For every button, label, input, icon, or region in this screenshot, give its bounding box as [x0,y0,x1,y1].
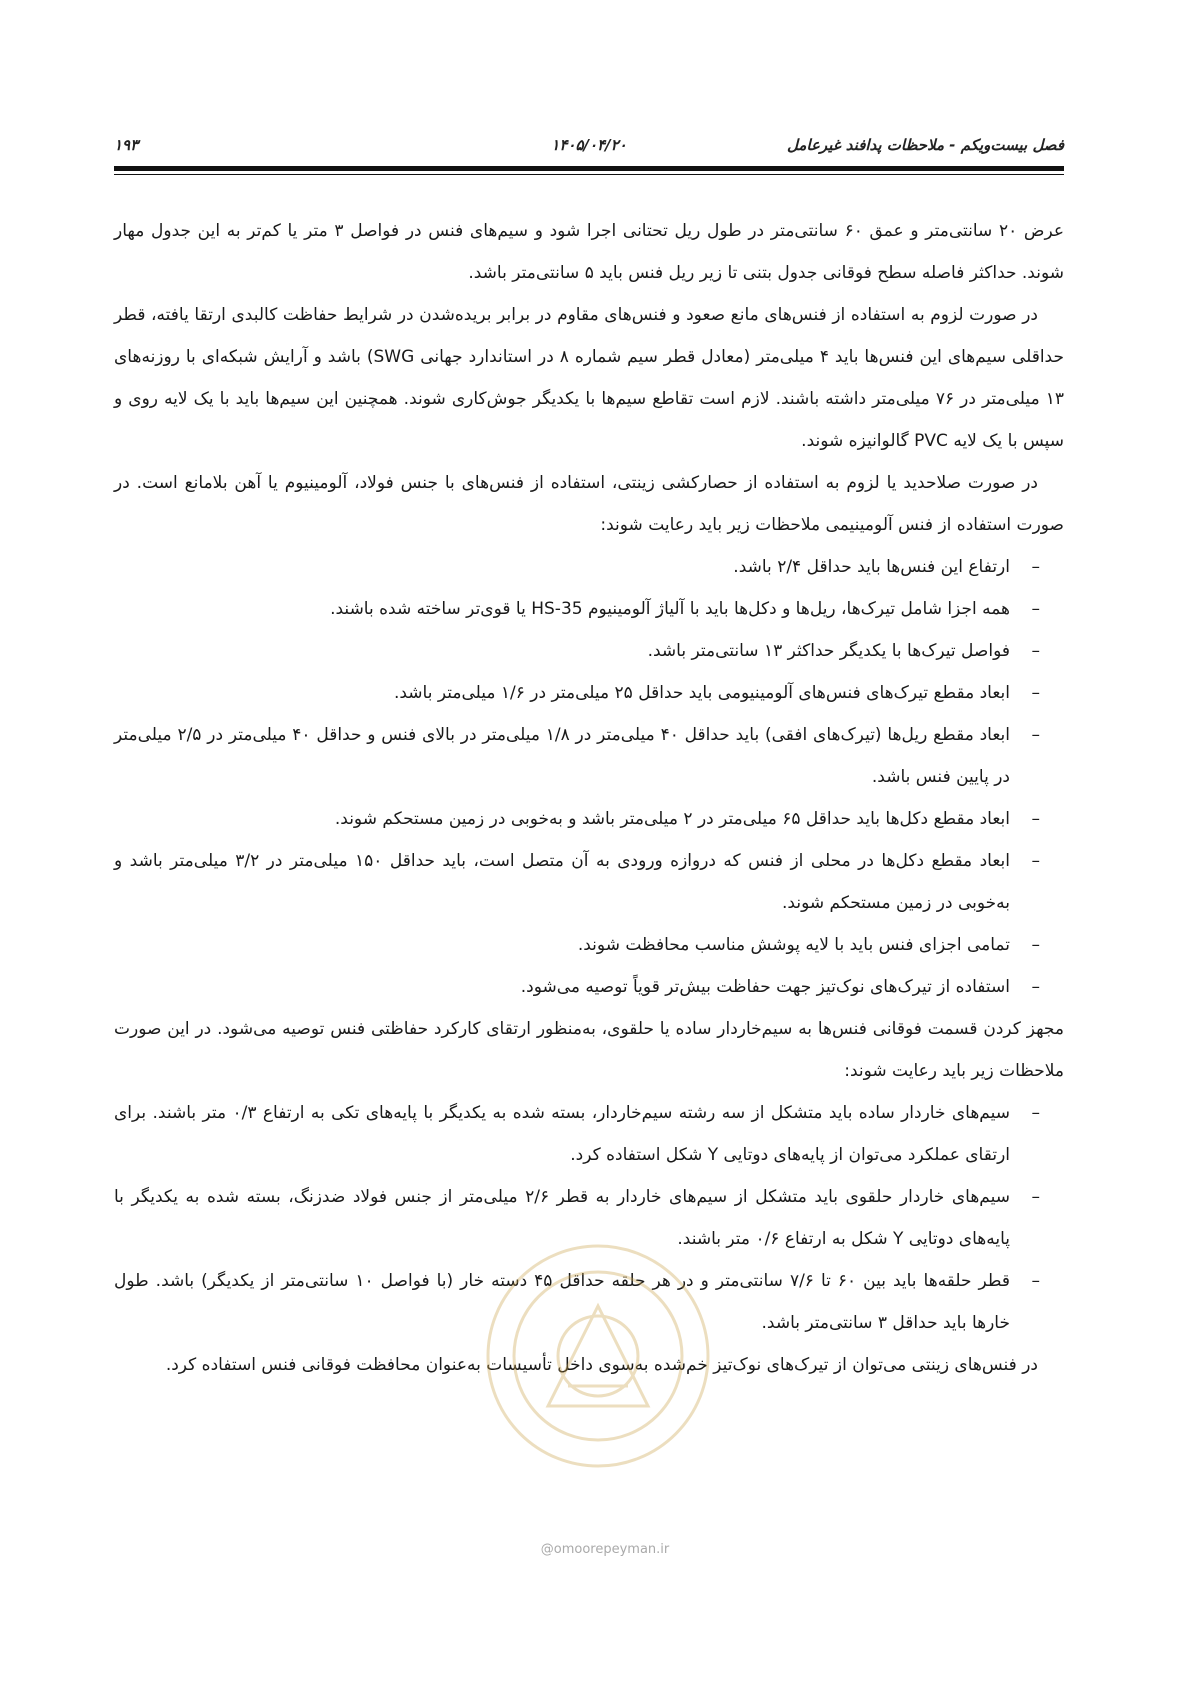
paragraph-decorative-spikes: در فنس‌های زینتی می‌توان از تیرک‌های نوک‌تیز خم‌شده به‌سوی داخل تأسیسات به‌عنوان محافظت فوقانی فنس استفاده کرد. [165,1355,1038,1375]
list-item [114,546,1064,588]
list-item [114,924,1064,966]
list-item-text: تمامی اجزای فنس باید با لایه پوشش مناسب محافظت شوند. [577,935,1010,955]
aluminum-fence-requirements-list [114,546,1064,1008]
watermark-url: @omoorepeyman.ir [540,1542,670,1557]
barbed-wire-requirements-list [114,1092,1064,1344]
list-item-text: ابعاد مقطع تیرک‌های فنس‌های آلومینیومی باید حداقل ۲۵ میلی‌متر در ۱/۶ میلی‌متر باشد. [393,683,1010,703]
paragraph-barbed-wire: مجهز کردن قسمت فوقانی فنس‌ها به سیم‌خاردار ساده یا حلقوی، به‌منظور ارتقای کارکرد حفاظتی فنس توصیه می‌شود. در این صورت ملاحظات زیر باید رعایت شوند: [114,1019,1064,1081]
dash-marker: – [1031,809,1040,829]
page-body [114,210,1064,1386]
paragraph-concrete-curb: عرض ۲۰ سانتی‌متر و عمق ۶۰ سانتی‌متر در طول ریل تحتانی اجرا شود و سیم‌های فنس در فواصل ۳ متر یا کم‌تر به این جدول مهار شوند. حداکثر فاصله سطح فوقانی جدول بتنی تا زیر ریل فنس باید ۵ سانتی‌متر باشد. [114,221,1065,283]
dash-marker: – [1031,599,1040,619]
list-item-text: ارتفاع این فنس‌ها باید حداقل ۲/۴ باشد. [733,557,1010,577]
list-item [114,1176,1064,1260]
list-item-text: سیم‌های خاردار حلقوی باید متشکل از سیم‌های خاردار به قطر ۲/۶ میلی‌متر از جنس فولاد ضدزنگ، بسته شده به یکدیگر با پایه‌های دوتایی Y شکل به ارتفاع ۰/۶ متر باشند. [114,1187,1010,1249]
list-item-text: ابعاد مقطع ریل‌ها (تیرک‌های افقی) باید حداقل ۴۰ میلی‌متر در ۱/۸ میلی‌متر در بالای فنس و حداقل ۴۰ میلی‌متر در ۲/۵ میلی‌متر در پایین فنس باشد. [114,725,1011,787]
list-item-text: سیم‌های خاردار ساده باید متشکل از سه رشته سیم‌خاردار، بسته شده به یکدیگر با پایه‌های تکی به ارتفاع ۰/۳ متر باشند. برای ارتقای عملکرد می‌توان از پایه‌های دوتایی Y شکل استفاده کرد. [114,1103,1010,1165]
header-rule-thin [114,174,1064,175]
list-item [114,1260,1064,1344]
list-item [114,1092,1064,1176]
dash-marker: – [1031,725,1040,745]
header-rule-thick [114,166,1064,171]
dash-marker: – [1031,1271,1040,1291]
dash-marker: – [1031,683,1040,703]
page-number: ۱۹۳ [114,136,139,154]
list-item-text: ابعاد مقطع دکل‌ها در محلی از فنس که دروازه ورودی به آن متصل است، باید حداقل ۱۵۰ میلی‌متر در ۳/۲ میلی‌متر باشد و به‌خوبی در زمین مستحکم شوند. [114,851,1011,913]
list-item [114,840,1064,924]
list-item [114,966,1064,1008]
list-item-text: قطر حلقه‌ها باید بین ۶۰ تا ۷/۶ سانتی‌متر و در هر حلقه حداقل ۴۵ دسته خار (با فواصل ۱۰ سانتی‌متر از یکدیگر) باشد. طول خارها باید حداقل ۳ سانتی‌متر باشد. [114,1271,1011,1333]
list-item [114,588,1064,630]
dash-marker: – [1031,851,1040,871]
list-item-text: فواصل تیرک‌ها با یکدیگر حداکثر ۱۳ سانتی‌متر باشد. [647,641,1010,661]
dash-marker: – [1031,935,1040,955]
dash-marker: – [1031,1187,1040,1207]
list-item [114,798,1064,840]
dash-marker: – [1031,1103,1040,1123]
dash-marker: – [1031,977,1040,997]
list-item-text: ابعاد مقطع دکل‌ها باید حداقل ۶۵ میلی‌متر در ۲ میلی‌متر باشد و به‌خوبی در زمین مستحکم شوند. [334,809,1010,829]
list-item [114,672,1064,714]
list-item-text: استفاده از تیرک‌های نوک‌تیز جهت حفاظت بیش‌تر قویاً توصیه می‌شود. [520,977,1010,997]
list-item [114,714,1064,798]
dash-marker: – [1031,641,1040,661]
list-item-text: همه اجزا شامل تیرک‌ها، ریل‌ها و دکل‌ها باید با آلیاژ آلومینیوم HS-35 یا قوی‌تر ساخته شده باشند. [330,599,1010,619]
chapter-title: فصل بیست‌ویکم - ملاحظات پدافند غیرعامل [787,136,1064,154]
dash-marker: – [1031,557,1040,577]
list-item [114,630,1064,672]
page-header [114,132,1064,166]
paragraph-anti-climb-fence: در صورت لزوم به استفاده از فنس‌های مانع صعود و فنس‌های مقاوم در برابر بریده‌شدن در شرایط حفاظت کالبدی ارتقا یافته، قطر حداقلی سیم‌های این فنس‌ها باید ۴ میلی‌متر (معادل قطر سیم شماره ۸ در استاندارد جهانی SWG) باشد و آرایش شبکه‌ای با روزنه‌های ۱۳ میلی‌متر در ۷۶ میلی‌متر داشته باشند. لازم است تقاطع سیم‌ها با یکدیگر جوش‌کاری شوند. همچنین این سیم‌ها باید با یک لایه روی و سپس با یک لایه PVC گالوانیزه شوند. [114,305,1065,451]
paragraph-decorative-fence: در صورت صلاحدید یا لزوم به استفاده از حصارکشی زینتی، استفاده از فنس‌های با جنس فولاد، آلومینیوم یا آهن بلامانع است. در صورت استفاده از فنس آلومینیمی ملاحظات زیر باید رعایت شوند: [114,473,1064,535]
header-date: ۱۴۰۵/۰۴/۲۰ [551,136,627,154]
